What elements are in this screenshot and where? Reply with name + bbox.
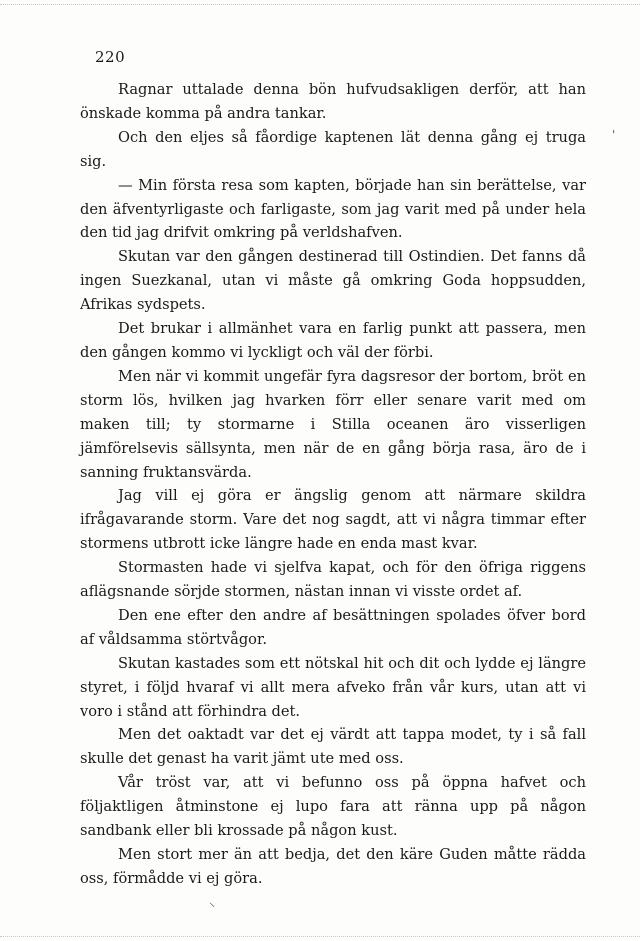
paragraph: — Min första resa som kapten, började han sin berättelse, var den äfventyrligaste och farligaste, som jag varit med på under hela den tid jag drifvit omkring på verldshafven. — [80, 176, 586, 242]
paragraph: Den ene efter den andre af besättningen spolades öfver bord af våldsamma störtvågor. — [80, 606, 586, 648]
ink-speck: ' — [612, 128, 616, 142]
paragraph: Jag vill ej göra er ängslig genom att närmare skildra ifrågavarande storm. Vare det nog sagdt, att vi några timmar efter stormens utbrott icke längre hade en enda mast kvar. — [80, 487, 586, 553]
paragraph: Vår tröst var, att vi befunno oss på öppna hafvet och följaktligen åtminstone ej lupo fara att ränna upp på någon sandbank eller bli krossade på någon kust. — [80, 774, 586, 840]
paragraph: Och den eljes så fåordige kaptenen lät denna gång ej truga sig. — [80, 128, 586, 170]
page-top-edge — [0, 4, 640, 5]
ink-speck: ⸜ — [209, 895, 216, 909]
paragraph: Det brukar i allmänhet vara en farlig punkt att passera, men den gången kommo vi lyckligt och väl der förbi. — [80, 320, 586, 361]
body-text — [80, 78, 586, 891]
page-bottom-edge — [0, 936, 640, 937]
paragraph: Men det oaktadt var det ej värdt att tappa modet, ty i så fall skulle det genast ha varit jämt ute med oss. — [80, 726, 586, 768]
paragraph: Men när vi kommit ungefär fyra dagsresor der bortom, bröt en storm lös, hvilken jag hvarken förr eller senare varit med om maken till; ty stormarne i Stilla oceanen äro visserligen jämförelsevis sällsynta, men när de en gång börja rasa, äro de i sanning fruktansvärda. — [80, 367, 586, 481]
page-number: 220 — [95, 48, 126, 66]
paragraph: Stormasten hade vi sjelfva kapat, och för den öfriga riggens aflägsnande sörjde stormen, nästan innan vi visste ordet af. — [80, 559, 586, 601]
paragraph: Skutan var den gången destinerad till Ostindien. Det fanns då ingen Suezkanal, utan vi måste gå omkring Goda hoppsudden, Afrikas sydspets. — [80, 248, 586, 314]
paragraph: Men stort mer än att bedja, det den käre Guden måtte rädda oss, förmådde vi ej göra. — [80, 846, 586, 887]
paragraph: Ragnar uttalade denna bön hufvudsakligen derför, att han önskade komma på andra tankar. — [80, 81, 586, 122]
paragraph: Skutan kastades som ett nötskal hit och dit och lydde ej längre styret, i följd hvaraf vi allt mera afveko från vår kurs, utan att vi voro i stånd att förhindra det. — [80, 654, 586, 720]
